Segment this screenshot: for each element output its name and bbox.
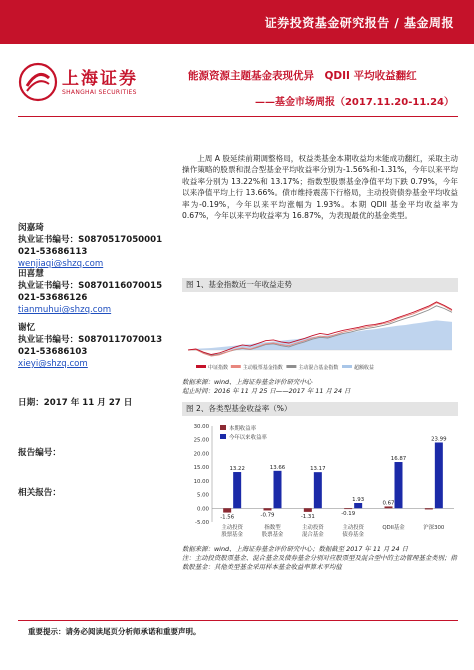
analyst-name: 田喜慧 bbox=[18, 269, 44, 279]
y-tick-label: 20.00 bbox=[193, 451, 209, 458]
figure1-title: 图 1、基金指数近一年收益走势 bbox=[182, 278, 458, 292]
analyst-name: 闵嘉琦 bbox=[18, 223, 44, 233]
report-number-label: 报告编号： bbox=[18, 448, 61, 458]
header-divider bbox=[18, 116, 458, 117]
analyst-card-2 bbox=[18, 268, 176, 316]
report-date: 日期：2017 年 11 月 27 日 bbox=[18, 398, 133, 408]
bar-data-label: 13.17 bbox=[310, 466, 326, 473]
bar-period bbox=[425, 508, 433, 509]
logo-name-en: SHANGHAI SECURITIES bbox=[62, 89, 137, 96]
figure1-source: 数据来源：wind、上海证券基金评价研究中心 起止时间：2016 年 11 月 25 日——2017 年 11 月 24 日 bbox=[182, 378, 351, 395]
y-tick-label: 5.00 bbox=[196, 492, 209, 499]
figure2-source: 数据来源：wind、上海证券基金评价研究中心；数据截至 2017 年 11 月 24 日 注：主动投资股票基金、混合基金及债券基金分别对应股票型及混合型中的主动管理基金类别；指数股基金：其他类型基金采用样本基金收益率算术平均值 bbox=[182, 545, 457, 571]
y-tick-label: 0.00 bbox=[196, 506, 209, 513]
bar-data-label: 16.87 bbox=[390, 456, 407, 463]
x-category-label: 指数型 bbox=[264, 525, 281, 531]
legend-label: 主动混合基金指数 bbox=[298, 365, 339, 371]
bar-ytd bbox=[395, 462, 403, 508]
x-category-label: 债券基金 bbox=[342, 532, 364, 538]
figure1-series-area bbox=[188, 320, 452, 350]
bar-data-label: 0.67 bbox=[382, 500, 395, 507]
analyst-phone: 021-53686113 bbox=[18, 247, 88, 257]
analyst-email-link[interactable]: tianmuhui@shzq.com bbox=[18, 305, 112, 315]
x-category-label: QDII基金 bbox=[382, 525, 405, 531]
analyst-phone: 021-53686103 bbox=[18, 347, 88, 357]
header-bar bbox=[0, 0, 474, 44]
footer-notice: 重要提示：请务必阅读尾页分析师承诺和重要声明。 bbox=[28, 627, 201, 636]
bar-ytd bbox=[314, 472, 322, 508]
legend-swatch bbox=[196, 365, 206, 368]
analyst-cert: 执业证书编号：S0870117070013 bbox=[18, 335, 163, 345]
legend-swatch bbox=[342, 365, 352, 368]
bar-ytd bbox=[435, 442, 443, 508]
legend-swatch bbox=[220, 434, 226, 439]
bar-data-label: 1.93 bbox=[352, 496, 365, 503]
x-category-label: 主动投资 bbox=[302, 525, 324, 531]
bar-period bbox=[385, 506, 393, 508]
footer-divider bbox=[18, 620, 458, 621]
bar-data-label: 23.99 bbox=[431, 436, 447, 443]
bar-ytd bbox=[274, 471, 282, 508]
legend-label: 中证指数 bbox=[208, 365, 229, 371]
analyst-card-1 bbox=[18, 222, 176, 270]
summary-paragraph: 上周 A 股延续前期调整格局，权益类基金本期收益均未能成功翻红，采取主动操作策略的股票和混合型基金平均收益率分别为-1.56%和-1.31%，今年以来平均收益率分别为 13.22%和 13.17%；指数型股票基金净值平均下跌 0.79%，今年以来净值平均上行 13.66%。债市维持震荡下行格局，主动投资债券基金平均收益率为-0.19%，今年以来平均涨幅为 1.93%。本期 QDII 基金平均收益率为 0.67%，今年以来平均收益率为 16.87%，为表现最优的基金类型。 bbox=[182, 154, 458, 221]
x-category-label: 主动投资 bbox=[342, 525, 364, 531]
bar-period bbox=[344, 508, 352, 509]
analyst-email-link[interactable]: wenjiaqi@shzq.com bbox=[18, 259, 104, 269]
company-logo bbox=[18, 62, 168, 104]
legend-label: 今年以来收益率 bbox=[229, 435, 267, 441]
legend-swatch bbox=[286, 365, 296, 368]
analyst-email-link[interactable]: xieyi@shzq.com bbox=[18, 359, 88, 369]
x-category-label: 股票基金 bbox=[221, 532, 243, 538]
legend-swatch bbox=[220, 425, 226, 430]
analyst-phone: 021-53686126 bbox=[18, 293, 88, 303]
bar-period bbox=[223, 508, 231, 512]
bar-data-label: -1.56 bbox=[220, 514, 235, 521]
related-reports-label: 相关报告： bbox=[18, 488, 61, 498]
y-tick-label: 25.00 bbox=[193, 437, 209, 444]
x-category-label: 混合基金 bbox=[302, 532, 324, 538]
report-type: 证券投资基金研究报告 / 基金周报 bbox=[264, 16, 454, 30]
x-category-label: 主动投资 bbox=[221, 525, 243, 531]
bar-data-label: -0.79 bbox=[260, 512, 275, 519]
legend-label: 本期收益率 bbox=[229, 426, 256, 432]
legend-label: 超额收益 bbox=[354, 365, 375, 371]
analyst-cert: 执业证书编号：S0870517050001 bbox=[18, 235, 163, 245]
figure2-title: 图 2、各类型基金收益率（%） bbox=[182, 402, 458, 416]
y-tick-label: 10.00 bbox=[193, 478, 209, 485]
x-category-label: 股票基金 bbox=[261, 532, 284, 538]
y-tick-label: -5.00 bbox=[195, 520, 209, 526]
figure1-legend bbox=[196, 364, 374, 371]
bar-period bbox=[304, 508, 312, 512]
figure1-line-chart bbox=[182, 296, 458, 374]
legend-label: 主动股票基金指数 bbox=[242, 365, 283, 371]
figure2-bar-chart bbox=[182, 420, 458, 540]
y-tick-label: 15.00 bbox=[193, 465, 209, 472]
logo-name-cn: 上海证券 bbox=[62, 69, 138, 89]
bar-data-label: -0.19 bbox=[341, 510, 356, 517]
bar-period bbox=[264, 508, 272, 510]
bar-data-label: 13.22 bbox=[229, 466, 245, 473]
bar-ytd bbox=[233, 472, 241, 508]
legend-swatch bbox=[231, 365, 241, 368]
report-headline: 能源资源主题基金表现优异 QDII 平均收益翻红 bbox=[188, 70, 417, 82]
logo-emblem-icon bbox=[18, 62, 58, 102]
x-category-label: 沪深300 bbox=[423, 525, 445, 531]
analyst-name: 谢忆 bbox=[18, 323, 36, 333]
report-subtitle: ——基金市场周报（2017.11.20-11.24） bbox=[254, 97, 454, 108]
bar-data-label: -1.31 bbox=[300, 513, 315, 520]
y-tick-label: 30.00 bbox=[193, 424, 209, 430]
analyst-cert: 执业证书编号：S0870116070015 bbox=[18, 281, 163, 291]
analyst-card-3 bbox=[18, 322, 176, 370]
bar-ytd bbox=[354, 503, 362, 508]
bar-data-label: 13.66 bbox=[269, 464, 286, 471]
